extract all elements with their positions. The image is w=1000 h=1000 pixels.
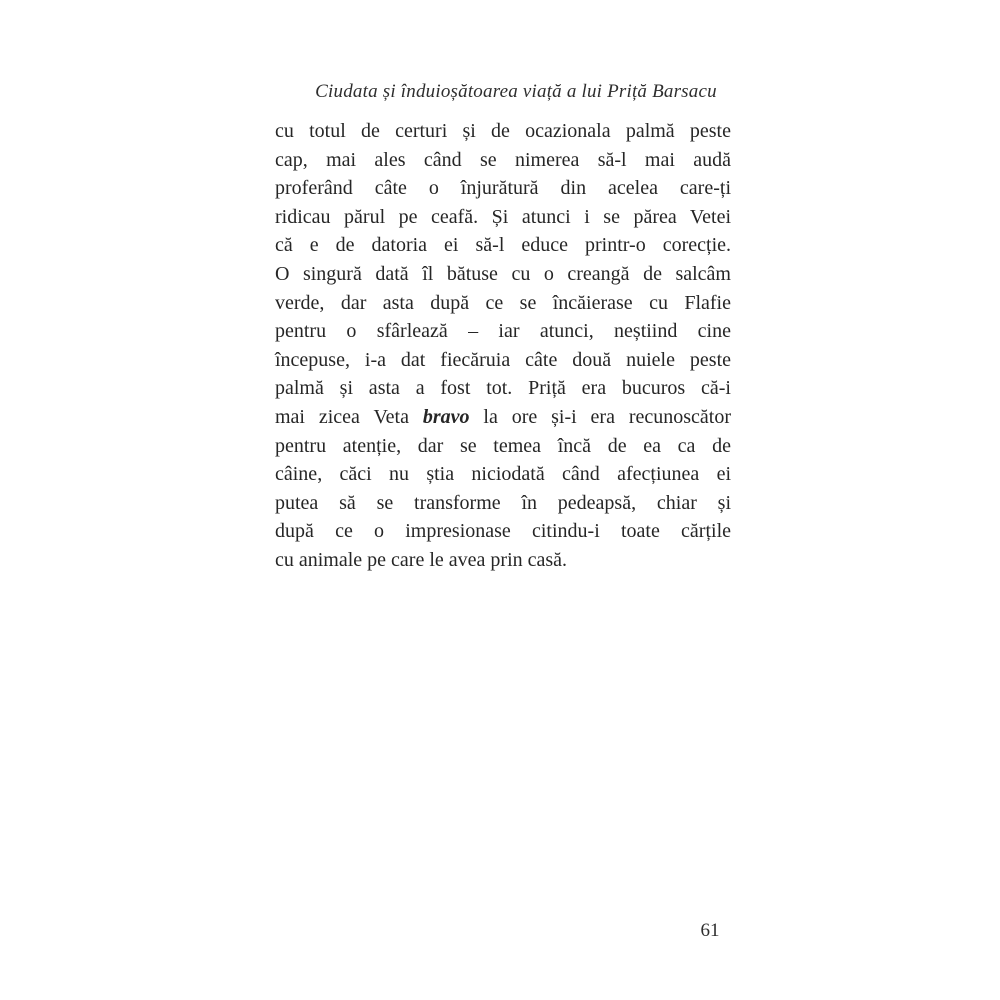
text-line [275, 403, 731, 432]
text-line: putea să se transforme în pedeapsă, chiar și [275, 491, 731, 514]
text-line: cu animale pe care le avea prin casă. [275, 548, 568, 571]
text-line: cu totul de certuri și de ocazionala palmă peste [275, 120, 731, 142]
running-title: Ciudata și înduioșătoarea viață a lui Priță Barsacu [315, 81, 717, 102]
text-line: după ce o impresionase citindu-i toate cărțile [275, 520, 731, 543]
text-line: ridicau părul pe ceafă. Și atunci i se părea Vetei [275, 205, 731, 228]
text-line: palmă și asta a fost tot. Priță era bucuros că-i [275, 377, 731, 400]
text-line: că e de datoria ei să-l educe printr-o corecție. [275, 234, 731, 257]
text-segment: mai zicea Veta [275, 405, 423, 428]
emphasized-word-bravo: bravo [422, 405, 470, 428]
text-line: pentru atenție, dar se temea încă de ea ca de [275, 434, 731, 457]
page-number: 61 [700, 920, 720, 941]
text-line: câine, căci nu știa niciodată când afecțiunea ei [275, 463, 731, 486]
text-line: O singură dată îl bătuse cu o creangă de salcâm [275, 262, 731, 285]
text-line: pentru o sfârlează – iar atunci, neștiind cine [275, 320, 731, 343]
body-text [275, 117, 731, 575]
text-segment: la ore și-i era recunoscător [469, 405, 732, 428]
text-line: proferând câte o înjurătură din acelea care-ți [275, 177, 731, 200]
text-line: verde, dar asta după ce se încăierase cu Flafie [275, 291, 731, 314]
text-line: cap, mai ales când se nimerea să-l mai audă [275, 148, 731, 171]
text-line: începuse, i-a dat fiecăruia câte două nuiele peste [275, 348, 731, 371]
